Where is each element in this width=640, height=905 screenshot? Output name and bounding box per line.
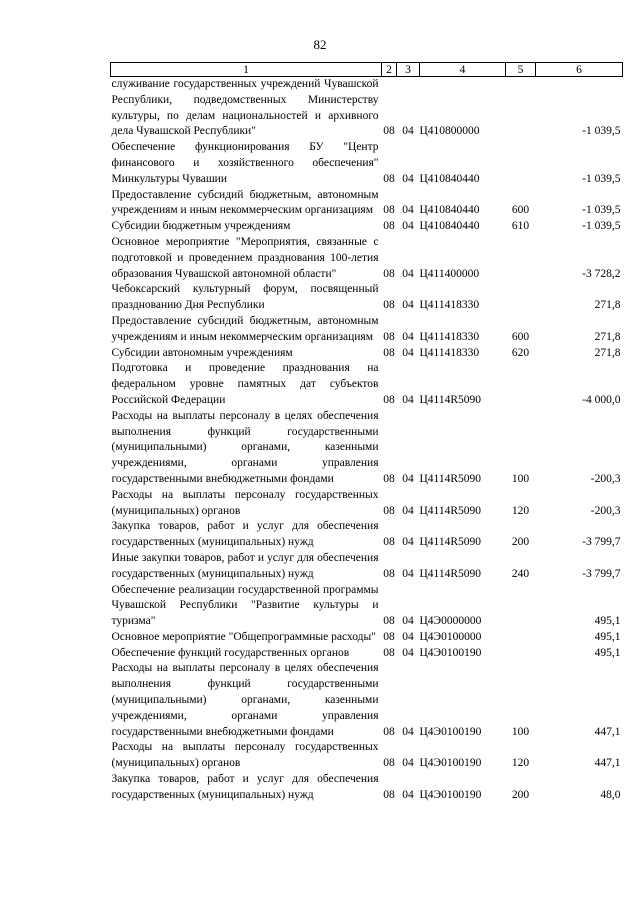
row-subsection: 04 (402, 725, 414, 738)
row-expense-type: 600 (511, 204, 530, 217)
row-subsection: 04 (402, 567, 414, 580)
row-name: Иные закупки товаров, работ и услуг для обеспечения государственных (муниципальных) нужд (111, 551, 379, 580)
row-section: 08 (383, 567, 395, 580)
row-expense-type (506, 361, 536, 408)
row-subsection: 04 (402, 125, 414, 138)
row-expense-type (506, 77, 536, 141)
row-name: Обеспечение реализации государственной программы Чувашской Республики "Развитие культуры и туризма" (111, 583, 379, 628)
row-expense-type (506, 235, 536, 282)
row-target-code: Ц411418330 (419, 299, 480, 312)
row-name: Основное мероприятие "Мероприятия, связанные с подготовкой и проведением празднования 100-летия образования Чувашской автономной области" (111, 235, 379, 280)
row-subsection: 04 (402, 220, 414, 233)
row-amount: -1 039,5 (582, 172, 621, 185)
row-section: 08 (383, 504, 395, 517)
row-section: 08 (383, 346, 395, 359)
row-name: Предоставление субсидий бюджетным, автономным учреждениям и иным некоммерческим организациям (111, 314, 379, 343)
row-amount: 495,1 (594, 615, 621, 628)
row-subsection: 04 (402, 393, 414, 406)
row-amount: -200,3 (590, 472, 621, 485)
row-section: 08 (383, 646, 395, 659)
row-section: 08 (383, 536, 395, 549)
row-section: 08 (383, 630, 395, 643)
table-row (111, 646, 623, 662)
row-amount: -3 728,2 (582, 267, 621, 280)
row-section: 08 (383, 472, 395, 485)
row-subsection: 04 (402, 788, 414, 801)
table-row (111, 282, 623, 314)
table-row (111, 314, 623, 346)
row-name: Подготовка и проведение празднования на федеральном уровне памятных дат субъектов Российской Федерации (111, 362, 379, 406)
header-col-6: 6 (536, 63, 623, 77)
row-section: 08 (383, 125, 395, 138)
row-expense-type: 200 (511, 788, 530, 801)
row-section: 08 (383, 172, 395, 185)
row-subsection: 04 (402, 536, 414, 549)
header-col-1: 1 (111, 63, 382, 77)
row-amount: 447,1 (594, 757, 621, 770)
table-row (111, 409, 623, 488)
row-subsection: 04 (402, 172, 414, 185)
header-col-3: 3 (397, 63, 420, 77)
row-target-code: Ц410800000 (419, 125, 480, 138)
table-row (111, 361, 623, 408)
row-expense-type: 100 (511, 472, 530, 485)
table-row (111, 583, 623, 630)
row-amount: 447,1 (594, 725, 621, 738)
row-amount: 495,1 (594, 630, 621, 643)
row-section: 08 (383, 299, 395, 312)
row-name: Предоставление субсидий бюджетным, автономным учреждениям и иным некоммерческим организациям (111, 188, 379, 217)
row-amount: -3 799,7 (582, 567, 621, 580)
row-section: 08 (383, 725, 395, 738)
row-name: служивание государственных учреждений Чувашской Республики, подведомственных Министерству культуры, по делам национальностей и архивного дела Чувашской Республики" (111, 78, 379, 138)
row-target-code: Ц4Э0000000 (419, 615, 482, 628)
row-name: Расходы на выплаты персоналу государственных (муниципальных) органов (111, 488, 379, 517)
row-subsection: 04 (402, 267, 414, 280)
row-section: 08 (383, 788, 395, 801)
row-section: 08 (383, 204, 395, 217)
row-target-code: Ц4Э0100190 (419, 646, 482, 659)
row-target-code: Ц4114R5090 (419, 504, 482, 517)
row-section: 08 (383, 330, 395, 343)
row-name: Субсидии бюджетным учреждениям (111, 220, 291, 233)
row-subsection: 04 (402, 615, 414, 628)
row-amount: -1 039,5 (582, 204, 621, 217)
row-subsection: 04 (402, 630, 414, 643)
row-target-code: Ц4Э0100000 (419, 630, 482, 643)
table-row (111, 188, 623, 220)
table-row (111, 551, 623, 583)
row-target-code: Ц4114R5090 (419, 393, 482, 406)
row-subsection: 04 (402, 346, 414, 359)
row-name: Расходы на выплаты персоналу в целях обеспечения выполнения функций государственными (муниципальными) органами, казенными учреждениями, органами управления государственными внебюджетными фондами (111, 662, 379, 738)
header-col-2: 2 (382, 63, 397, 77)
header-col-5: 5 (506, 63, 536, 77)
row-section: 08 (383, 757, 395, 770)
row-expense-type: 600 (511, 330, 530, 343)
row-subsection: 04 (402, 757, 414, 770)
row-expense-type (506, 646, 536, 662)
row-target-code: Ц410840440 (419, 220, 480, 233)
row-subsection: 04 (402, 646, 414, 659)
row-name: Закупка товаров, работ и услуг для обеспечения государственных (муниципальных) нужд (111, 773, 379, 801)
row-name: Обеспечение функционирования БУ "Центр финансового и хозяйственного обеспечения" Минкультуры Чувашии (111, 141, 379, 185)
row-target-code: Ц4114R5090 (419, 567, 482, 580)
row-expense-type (506, 630, 536, 646)
row-expense-type: 120 (511, 504, 530, 517)
page-number: 82 (313, 37, 327, 52)
row-subsection: 04 (402, 504, 414, 517)
table-row (111, 235, 623, 282)
table-row (111, 219, 623, 235)
row-section: 08 (383, 393, 395, 406)
row-target-code: Ц4114R5090 (419, 472, 482, 485)
row-amount: -1 039,5 (582, 220, 621, 233)
row-expense-type (506, 140, 536, 187)
row-amount: -4 000,0 (582, 393, 621, 406)
row-target-code: Ц410840440 (419, 172, 480, 185)
table-row (111, 772, 623, 804)
row-amount: -1 039,5 (582, 125, 621, 138)
row-expense-type: 240 (511, 567, 530, 580)
row-target-code: Ц4Э0100190 (419, 788, 482, 801)
row-target-code: Ц411418330 (419, 330, 480, 343)
table-row (111, 346, 623, 362)
row-amount: 48,0 (600, 788, 621, 801)
row-name: Обеспечение функций государственных органов (111, 646, 350, 659)
row-subsection: 04 (402, 299, 414, 312)
row-name: Закупка товаров, работ и услуг для обеспечения государственных (муниципальных) нужд (111, 520, 379, 549)
row-subsection: 04 (402, 472, 414, 485)
row-expense-type: 100 (511, 725, 530, 738)
table-row (111, 77, 623, 141)
row-expense-type: 120 (511, 757, 530, 770)
row-target-code: Ц411418330 (419, 346, 480, 359)
row-section: 08 (383, 615, 395, 628)
row-expense-type (506, 282, 536, 314)
header-row (111, 63, 623, 77)
row-amount: 271,8 (594, 346, 621, 359)
row-section: 08 (383, 220, 395, 233)
row-target-code: Ц4Э0100190 (419, 757, 482, 770)
row-target-code: Ц410840440 (419, 204, 480, 217)
table-row (111, 661, 623, 740)
row-amount: -3 799,7 (582, 536, 621, 549)
table-row (111, 140, 623, 187)
row-target-code: Ц411400000 (419, 267, 480, 280)
row-name: Субсидии автономным учреждениям (111, 346, 293, 359)
row-expense-type (506, 583, 536, 630)
row-target-code: Ц4Э0100190 (419, 725, 482, 738)
row-section: 08 (383, 267, 395, 280)
row-name: Чебоксарский культурный форум, посвященный празднованию Дня Республики (111, 283, 379, 312)
row-name: Основное мероприятие "Общепрограммные расходы" (111, 630, 376, 643)
table-row (111, 519, 623, 551)
row-amount: 495,1 (594, 646, 621, 659)
row-subsection: 04 (402, 204, 414, 217)
row-target-code: Ц4114R5090 (419, 536, 482, 549)
table-row (111, 630, 623, 646)
header-col-4: 4 (420, 63, 506, 77)
row-expense-type: 610 (511, 220, 530, 233)
row-amount: 271,8 (594, 330, 621, 343)
table-row (111, 488, 623, 520)
row-amount: -200,3 (590, 504, 621, 517)
row-expense-type: 200 (511, 536, 530, 549)
row-name: Расходы на выплаты персоналу в целях обеспечения выполнения функций государственными (муниципальными) органами, казенными учреждениями, органами управления государственными внебюджетными фондами (111, 409, 379, 485)
row-expense-type: 620 (511, 346, 530, 359)
row-name: Расходы на выплаты персоналу государственных (муниципальных) органов (111, 741, 379, 770)
row-subsection: 04 (402, 330, 414, 343)
table-row (111, 740, 623, 772)
budget-table (110, 62, 623, 804)
row-amount: 271,8 (594, 299, 621, 312)
